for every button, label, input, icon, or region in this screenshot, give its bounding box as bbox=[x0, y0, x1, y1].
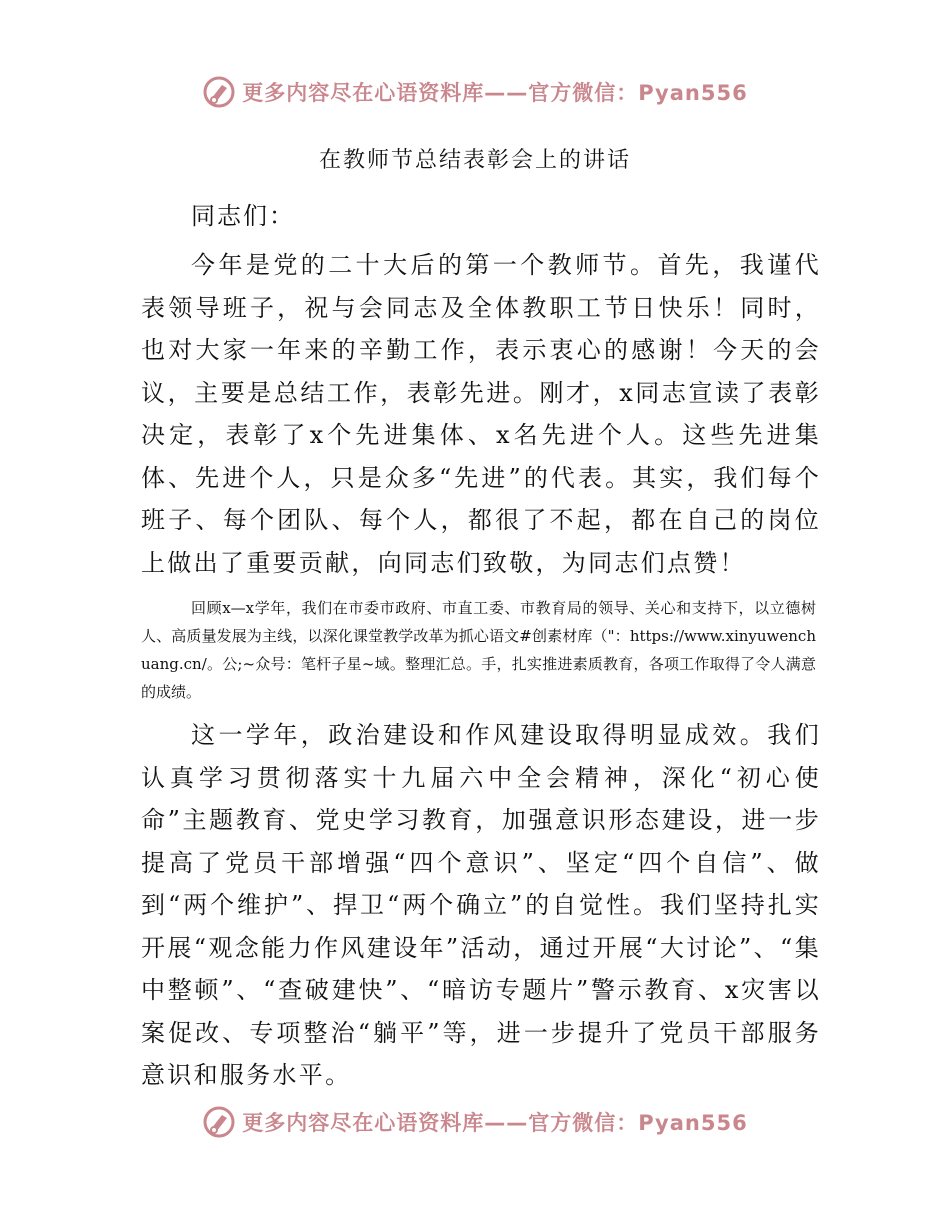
brand-logo-icon bbox=[202, 1105, 236, 1139]
banner-text: 更多内容尽在心语资料库——官方微信：Pyan556 bbox=[242, 1111, 748, 1135]
paragraph-review: 回顾x—x学年，我们在市委市政府、市直工委、市教育局的领导、关心和支持下，以立德树人、高质量发展为主线，以深化课堂教学改革为抓心语文#创素材库（"：https://www.xinyuwenchuang.cn/。公;~众号：笔杆子星~域。整理汇总。手，扎实推进素质教育，各项工作取得了令人满意的成绩。 bbox=[141, 599, 816, 701]
footer-watermark-banner bbox=[0, 1102, 950, 1142]
salutation: 同志们： bbox=[191, 202, 295, 230]
paragraph-opening: 今年是党的二十大后的第一个教师节。首先，我谨代表领导班子，祝与会同志及全体教职工节日快乐！同时，也对大家一年来的辛勤工作，表示衷心的感谢！今天的会议，主要是总结工作，表彰先进。刚才，x同志宣读了表彰决定，表彰了x个先进集体、x名先进个人。这些先进集体、先进个人，只是众多“先进”的代表。其实，我们每个班子、每个团队、每个人，都很了不起，都在自己的岗位上做出了重要贡献，向同志们致敬，为同志们点赞！ bbox=[141, 251, 821, 577]
header-watermark-banner bbox=[0, 72, 950, 112]
paragraph-political-building: 这一学年，政治建设和作风建设取得明显成效。我们认真学习贯彻落实十九届六中全会精神，深化“初心使命”主题教育、党史学习教育，加强意识形态建设，进一步提高了党员干部增强“四个意识”、坚定“四个自信”、做到“两个维护”、捍卫“两个确立”的自觉性。我们坚持扎实开展“观念能力作风建设年”活动，通过开展“大讨论”、“集中整顿”、“查破建快”、“暗访专题片”警示教育、x灾害以案促改、专项整治“躺平”等，进一步提升了党员干部服务意识和服务水平。 bbox=[141, 721, 821, 1089]
banner-text: 更多内容尽在心语资料库——官方微信：Pyan556 bbox=[242, 81, 748, 105]
page-title: 在教师节总结表彰会上的讲话 bbox=[318, 148, 631, 173]
brand-logo-icon bbox=[202, 75, 236, 109]
